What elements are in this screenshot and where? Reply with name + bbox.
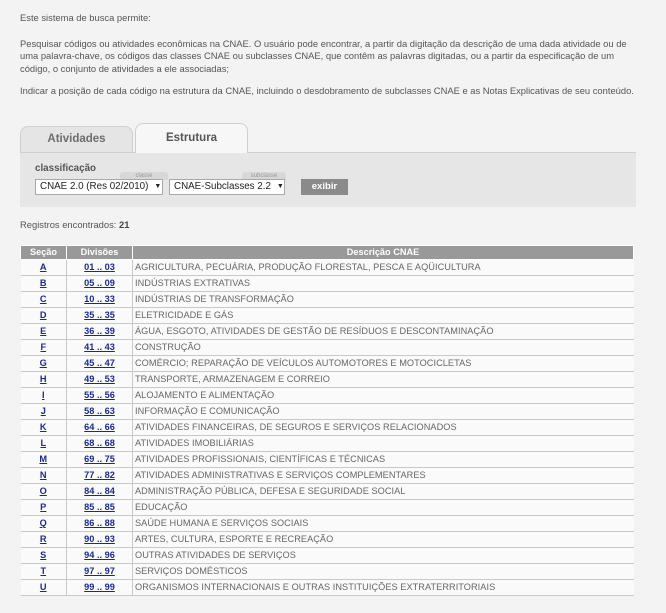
intro-text [20,0,646,98]
divisoes-link[interactable]: 58 .. 63 [84,406,115,416]
secao-link[interactable]: G [39,358,47,368]
subclasse-select-value: CNAE-Subclasses 2.2 [174,181,271,192]
divisoes-cell [67,387,133,403]
divisoes-link[interactable]: 86 .. 88 [84,518,115,528]
tab-estrutura[interactable]: Estrutura [135,123,248,153]
subclasse-tag: subclasse [242,172,286,180]
secao-cell [21,563,67,579]
header-divisoes: Divisões [67,245,133,259]
divisoes-link[interactable]: 10 .. 33 [84,294,115,304]
table-row [21,291,634,307]
divisoes-link[interactable]: 99 .. 99 [84,582,115,592]
table-row [21,547,634,563]
table-row [21,515,634,531]
divisoes-cell [67,483,133,499]
secao-cell [21,579,67,595]
intro-paragraph: Pesquisar códigos ou atividades econômicas na CNAE. O usuário pode encontrar, a partir da digitação da descrição de uma dada atividade ou de uma palavra-chave, os códigos das classes CNAE ou subclasses CNAE, que contêm as palavras digitadas, ou a partir da especificação de um código, o conjunto de atividades a ele associadas; [20,37,627,74]
table-row [21,451,634,467]
divisoes-cell [67,451,133,467]
tab-bar [20,123,646,152]
table-row [21,467,634,483]
secao-link[interactable]: F [40,342,47,352]
secao-link[interactable]: P [40,502,47,512]
divisoes-link[interactable]: 41 .. 43 [84,342,115,352]
table-row [21,387,634,403]
results-table [20,245,634,596]
table-header-row [21,245,634,259]
classificacao-label: classificação [35,162,97,174]
divisoes-cell [67,259,133,275]
secao-cell [21,275,67,291]
secao-cell [21,515,67,531]
exibir-button[interactable]: exibir [301,179,348,195]
secao-cell [21,435,67,451]
divisoes-link[interactable]: 36 .. 39 [84,326,115,336]
descricao-cell: SAÚDE HUMANA E SERVIÇOS SOCIAIS [133,515,634,531]
secao-link[interactable]: J [40,406,46,416]
divisoes-cell [67,275,133,291]
divisoes-cell [67,579,133,595]
table-row [21,259,634,275]
table-row [21,531,634,547]
chevron-down-icon: ▼ [154,183,162,190]
intro-paragraph: Este sistema de busca permite: [20,12,151,23]
table-row [21,579,634,595]
secao-cell [21,483,67,499]
filter-panel [20,152,636,207]
descricao-cell: ALOJAMENTO E ALIMENTAÇÃO [133,387,634,403]
divisoes-link[interactable]: 55 .. 56 [84,390,115,400]
table-row [21,499,634,515]
divisoes-link[interactable]: 68 .. 68 [84,438,115,448]
descricao-cell: ORGANISMOS INTERNACIONAIS E OUTRAS INSTITUIÇÕES EXTRATERRITORIAIS [133,579,634,595]
secao-cell [21,355,67,371]
descricao-cell: ATIVIDADES IMOBILIÁRIAS [133,435,634,451]
descricao-cell: CONSTRUÇÃO [133,339,634,355]
secao-link[interactable]: S [40,550,47,560]
records-label: Registros encontrados: [20,218,117,230]
descricao-cell: ADMINISTRAÇÃO PÚBLICA, DEFESA E SEGURIDADE SOCIAL [133,483,634,499]
divisoes-cell [67,499,133,515]
secao-cell [21,451,67,467]
divisoes-link[interactable]: 84 .. 84 [84,486,115,496]
records-number: 21 [119,218,130,230]
secao-link[interactable]: D [39,310,47,320]
secao-cell [21,291,67,307]
secao-link[interactable]: E [40,326,47,336]
table-row [21,563,634,579]
table-row [21,403,634,419]
secao-link[interactable]: H [39,374,47,384]
intro-paragraph: Indicar a posição de cada código na estrutura da CNAE, incluindo o desdobramento de subclasses CNAE e as Notas Explicativas de seu conteúdo. [20,85,634,96]
divisoes-cell [67,371,133,387]
divisoes-link[interactable]: 05 .. 09 [84,278,115,288]
secao-cell [21,259,67,275]
divisoes-cell [67,355,133,371]
secao-cell [21,547,67,563]
divisoes-link[interactable]: 64 .. 66 [84,422,115,432]
divisoes-link[interactable]: 49 .. 53 [84,374,115,384]
table-row [21,275,634,291]
descricao-cell: INDÚSTRIAS DE TRANSFORMAÇÃO [133,291,634,307]
table-row [21,435,634,451]
secao-link[interactable]: K [39,422,47,432]
secao-cell [21,339,67,355]
secao-link[interactable]: L [40,438,47,448]
classificacao-select-value: CNAE 2.0 (Res 02/2010) [40,181,149,192]
chevron-down-icon: ▼ [276,183,284,190]
subclasse-select[interactable] [169,179,285,195]
secao-link[interactable]: O [39,486,47,496]
descricao-cell: SERVIÇOS DOMÉSTICOS [133,563,634,579]
table-row [21,339,634,355]
divisoes-cell [67,515,133,531]
divisoes-cell [67,323,133,339]
table-row [21,355,634,371]
secao-link[interactable]: T [40,566,47,576]
tab-atividades[interactable]: Atividades [20,126,133,152]
table-row [21,323,634,339]
divisoes-link[interactable]: 69 .. 75 [84,454,115,464]
divisoes-link[interactable]: 94 .. 96 [84,550,115,560]
descricao-cell: TRANSPORTE, ARMAZENAGEM E CORREIO [133,371,634,387]
descricao-cell: OUTRAS ATIVIDADES DE SERVIÇOS [133,547,634,563]
descricao-cell: INFORMAÇÃO E COMUNICAÇÃO [133,403,634,419]
secao-cell [21,467,67,483]
secao-link[interactable]: M [39,454,48,464]
classe-tag: classe [120,172,168,180]
divisoes-link[interactable]: 45 .. 47 [84,358,115,368]
divisoes-cell [67,419,133,435]
divisoes-link[interactable]: 90 .. 93 [84,534,115,544]
secao-link[interactable]: B [39,278,47,288]
descricao-cell: ATIVIDADES FINANCEIRAS, DE SEGUROS E SERVIÇOS RELACIONADOS [133,419,634,435]
divisoes-cell [67,467,133,483]
descricao-cell: EDUCAÇÃO [133,499,634,515]
secao-link[interactable]: Q [39,518,47,528]
divisoes-link[interactable]: 35 .. 35 [84,310,115,320]
divisoes-link[interactable]: 85 .. 85 [84,502,115,512]
descricao-cell: ATIVIDADES ADMINISTRATIVAS E SERVIÇOS COMPLEMENTARES [133,467,634,483]
secao-cell [21,323,67,339]
secao-cell [21,307,67,323]
table-row [21,419,634,435]
descricao-cell: ATIVIDADES PROFISSIONAIS, CIENTÍFICAS E TÉCNICAS [133,451,634,467]
divisoes-cell [67,547,133,563]
divisoes-cell [67,563,133,579]
table-row [21,307,634,323]
descricao-cell: ELETRICIDADE E GÁS [133,307,634,323]
secao-cell [21,387,67,403]
secao-link[interactable]: C [39,294,47,304]
secao-cell [21,371,67,387]
secao-cell [21,499,67,515]
descricao-cell: AGRICULTURA, PECUÁRIA, PRODUÇÃO FLORESTAL, PESCA E AQÜICULTURA [133,259,634,275]
descricao-cell: COMÉRCIO; REPARAÇÃO DE VEÍCULOS AUTOMOTORES E MOTOCICLETAS [133,355,634,371]
divisoes-cell [67,291,133,307]
classificacao-select[interactable] [35,179,163,195]
secao-link[interactable]: N [39,470,47,480]
descricao-cell: ÁGUA, ESGOTO, ATIVIDADES DE GESTÃO DE RESÍDUOS E DESCONTAMINAÇÃO [133,323,634,339]
header-descricao: Descrição CNAE [133,245,634,259]
divisoes-cell [67,435,133,451]
secao-link[interactable]: I [41,390,45,400]
secao-link[interactable]: U [39,582,47,592]
table-row [21,371,634,387]
divisoes-link[interactable]: 97 .. 97 [84,566,115,576]
secao-link[interactable]: R [39,534,47,544]
divisoes-cell [67,531,133,547]
divisoes-cell [67,307,133,323]
secao-cell [21,531,67,547]
secao-link[interactable]: A [39,262,47,272]
divisoes-link[interactable]: 01 .. 03 [84,262,115,272]
divisoes-cell [67,339,133,355]
secao-cell [21,419,67,435]
header-secao: Seção [21,245,67,259]
descricao-cell: INDÚSTRIAS EXTRATIVAS [133,275,634,291]
divisoes-cell [67,403,133,419]
table-row [21,483,634,499]
secao-cell [21,403,67,419]
descricao-cell: ARTES, CULTURA, ESPORTE E RECREAÇÃO [133,531,634,547]
records-count [20,219,646,230]
divisoes-link[interactable]: 77 .. 82 [84,470,115,480]
